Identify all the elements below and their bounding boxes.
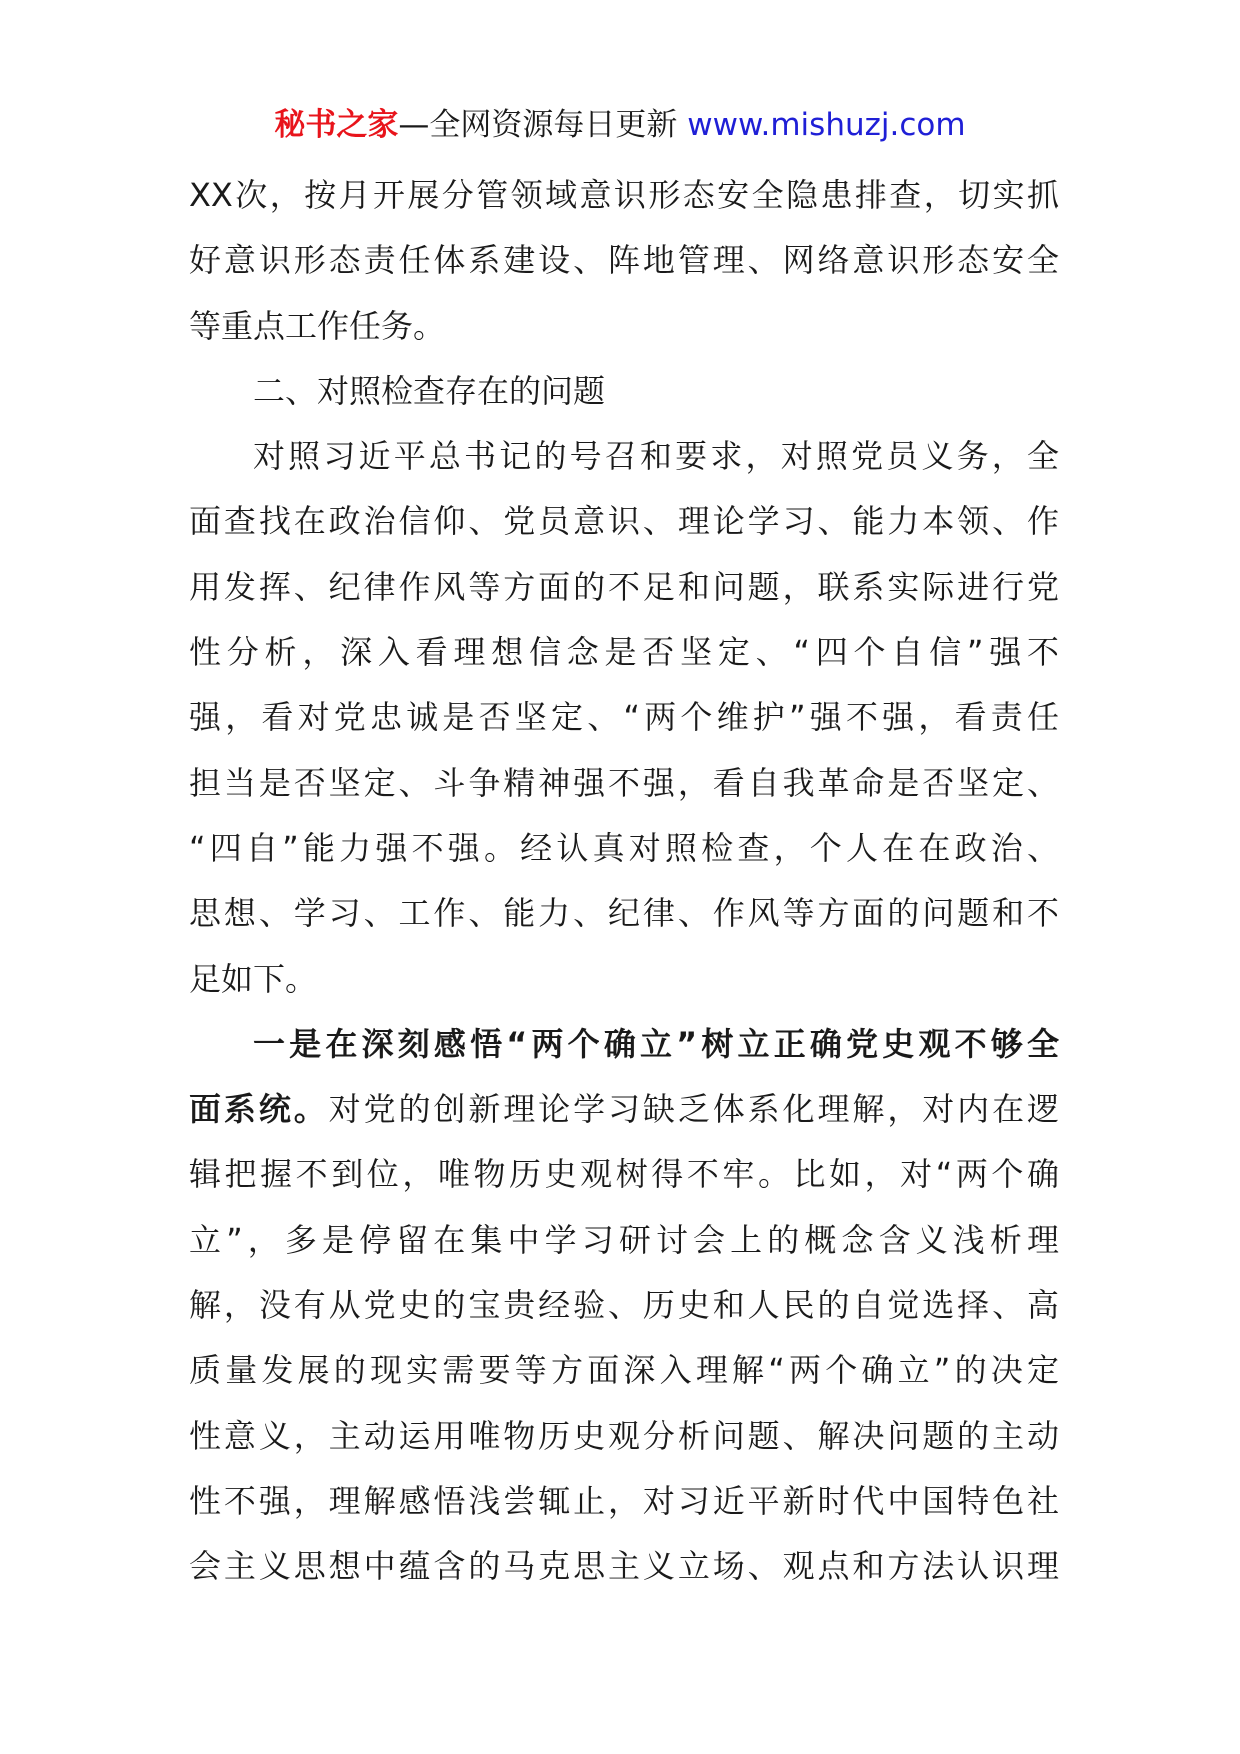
brand-name: 秘书之家 [274,107,399,143]
brand-tagline: —全网资源每日更新 [398,107,688,143]
text-line: 解，没有从党史的宝贵经验、历史和人民的自觉选择、高 [189,1286,1059,1325]
site-header-watermark [0,100,1240,150]
text-line: 质量发展的现实需要等方面深入理解“两个确立”的决定 [189,1351,1059,1390]
site-url[interactable]: www.mishuzj.com [687,107,966,143]
text-line: 思想、学习、工作、能力、纪律、作风等方面的问题和不 [189,894,1059,933]
text-line: 足如下。 [189,959,318,998]
section-heading: 二、对照检查存在的问题 [253,371,606,410]
text-line: 会主义思想中蕴含的马克思主义立场、观点和方法认识理 [189,1547,1059,1586]
text-line: 立”，多是停留在集中学习研讨会上的概念含义浅析理 [189,1220,1059,1259]
text-line: 性不强，理解感悟浅尝辄止，对习近平新时代中国特色社 [189,1481,1059,1520]
text-line: 性意义，主动运用唯物历史观分析问题、解决问题的主动 [189,1416,1059,1455]
text-line: 等重点工作任务。 [189,306,446,345]
bold-subheading-end: 面系统。 [189,1090,329,1129]
text-line: 强，看对党忠诚是否坚定、“两个维护”强不强，看责任 [189,698,1059,737]
text-segment: 对党的创新理论学习缺乏体系化理解，对内在逻 [328,1090,1059,1129]
text-line: 性分析，深入看理想信念是否坚定、“四个自信”强不 [189,633,1059,672]
text-line: 辑把握不到位，唯物历史观树得不牢。比如，对“两个确 [189,1155,1059,1194]
text-line: 用发挥、纪律作风等方面的不足和问题，联系实际进行党 [189,567,1059,606]
text-line: XX次，按月开展分管领域意识形态安全隐患排查，切实抓 [189,176,1059,214]
document-body [189,163,1059,1600]
text-line: 担当是否坚定、斗争精神强不强，看自我革命是否坚定、 [189,763,1059,802]
text-line: 面查找在政治信仰、党员意识、理论学习、能力本领、作 [189,502,1059,541]
mixed-text-line [189,1077,1059,1142]
text-line: 对照习近平总书记的号召和要求，对照党员义务，全 [253,437,1059,476]
text-line: “四自”能力强不强。经认真对照检查，个人在在政治、 [189,828,1059,867]
bold-subheading-line: 一是在深刻感悟“两个确立”树立正确党史观不够全 [253,1024,1059,1063]
text-line: 好意识形态责任体系建设、阵地管理、网络意识形态安全 [189,241,1059,280]
